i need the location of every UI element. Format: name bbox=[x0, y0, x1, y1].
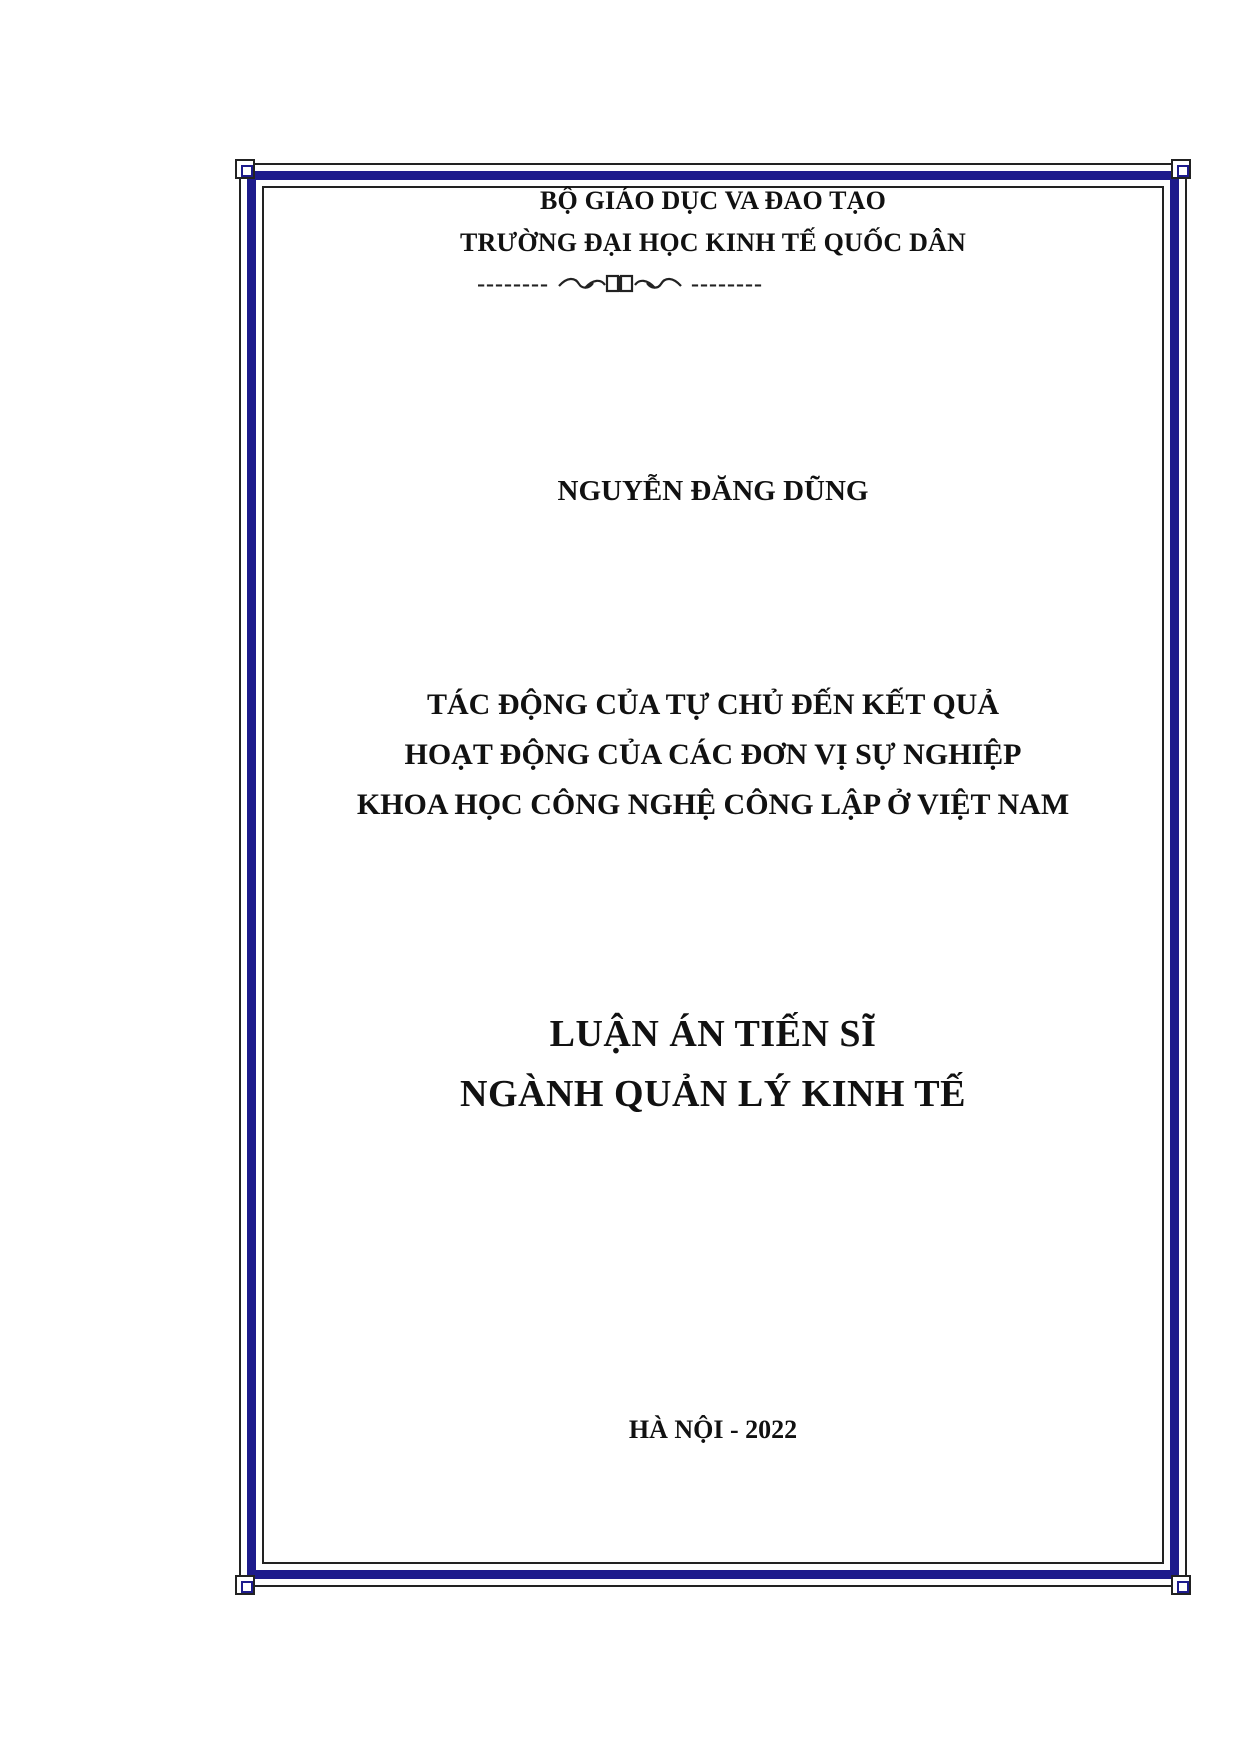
book-flourish-icon bbox=[555, 273, 685, 295]
place-year: HÀ NỘI - 2022 bbox=[628, 1415, 798, 1444]
thesis-title-line-2: HOẠT ĐỘNG CỦA CÁC ĐƠN VỊ SỰ NGHIỆP bbox=[404, 738, 1022, 771]
ornament-dashes-left: -------- bbox=[477, 270, 549, 297]
ministry-name: BỘ GIÁO DỤC VA ĐAO TẠO bbox=[539, 186, 887, 215]
page-border-inner bbox=[262, 186, 1164, 1564]
corner-ornament-top-left bbox=[235, 159, 255, 179]
corner-ornament-top-right bbox=[1171, 159, 1191, 179]
corner-ornament-bottom-left bbox=[235, 1575, 255, 1595]
degree-line-2: NGÀNH QUẢN LÝ KINH TẾ bbox=[460, 1073, 966, 1115]
thesis-title-line-3: KHOA HỌC CÔNG NGHỆ CÔNG LẬP Ở VIỆT NAM bbox=[356, 788, 1070, 821]
ornament-dashes-right: -------- bbox=[691, 270, 763, 297]
corner-ornament-bottom-right bbox=[1171, 1575, 1191, 1595]
author-name: NGUYỄN ĐĂNG DŨNG bbox=[557, 475, 869, 507]
thesis-title-line-1: TÁC ĐỘNG CỦA TỰ CHỦ ĐẾN KẾT QUẢ bbox=[426, 688, 999, 721]
header-ornament bbox=[0, 270, 1240, 298]
degree-line-1: LUẬN ÁN TIẾN SĨ bbox=[549, 1013, 877, 1055]
university-name: TRƯỜNG ĐẠI HỌC KINH TẾ QUỐC DÂN bbox=[459, 228, 966, 257]
